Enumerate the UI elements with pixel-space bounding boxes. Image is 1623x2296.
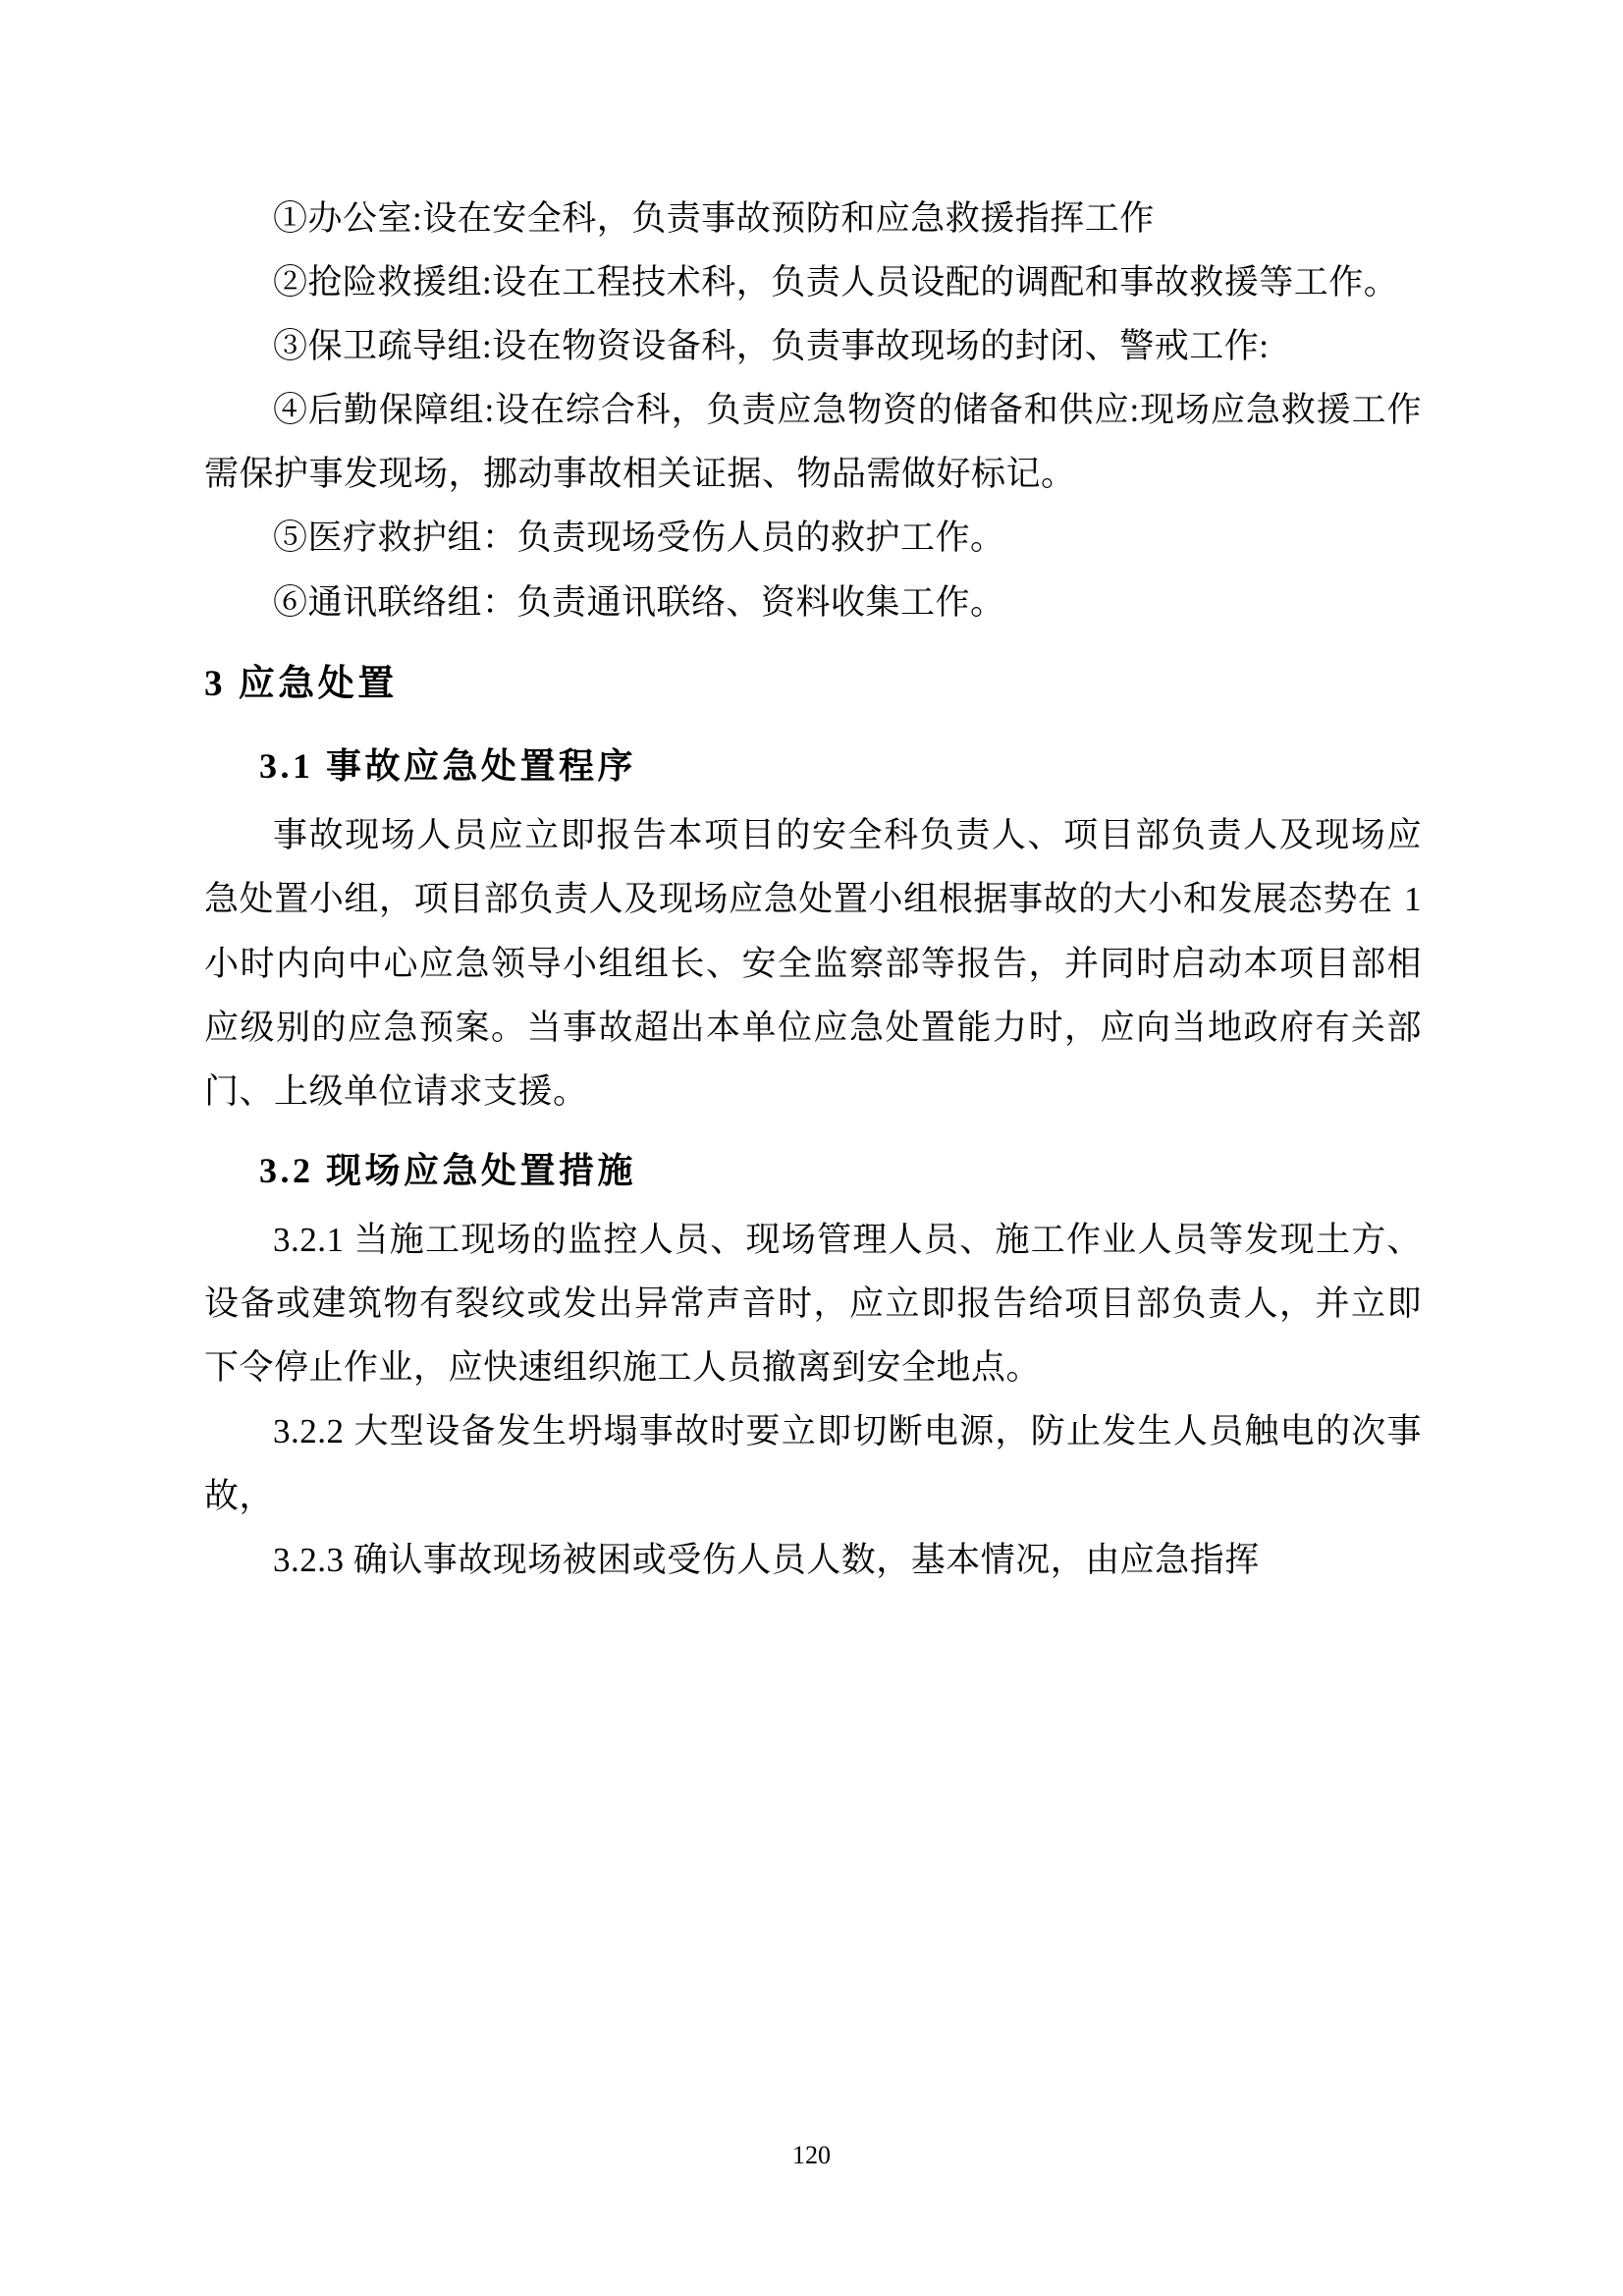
paragraph-medical-group: ⑤医疗救护组：负责现场受伤人员的救护工作。 <box>273 519 1005 558</box>
paragraph-office-role: ①办公室:设在安全科，负责事故预防和应急救援指挥工作 <box>273 199 1155 238</box>
section-heading-3-1: 3.1 事故应急处置程序 <box>259 745 637 786</box>
paragraph-3-2-2: 3.2.2 大型设备发生坍塌事故时要立即切断电源，防止发生人员触电的次事故， <box>204 1412 1422 1515</box>
paragraph-logistics-group: ④后勤保障组:设在综合科，负责应急物资的储备和供应:现场应急救援工作需保护事发现场，挪动事故相关证据、物品需做好标记。 <box>204 391 1422 494</box>
paragraph-emergency-procedure: 事故现场人员应立即报告本项目的安全科负责人、项目部负责人及现场应急处置小组，项目部负责人及现场应急处置小组根据事故的大小和发展态势在 1 小时内向中心应急领导小组组长、安全监察部等报告，并同时启动本项目部相应级别的应急预案。当事故超出本单位应急处置能力时，应向当地政府有关部门、上级单位请求支援。 <box>204 816 1422 1111</box>
paragraph-3-2-3: 3.2.3 确认事故现场被困或受伤人员人数，基本情况，由应急指挥 <box>273 1540 1260 1579</box>
section-heading-3: 3 应急处置 <box>204 663 398 704</box>
paragraph-communication-group: ⑥通讯联络组：负责通讯联络、资料收集工作。 <box>273 582 1005 622</box>
section-heading-3-2: 3.2 现场应急处置措施 <box>259 1150 637 1190</box>
paragraph-3-2-1: 3.2.1 当施工现场的监控人员、现场管理人员、施工作业人员等发现土方、设备或建筑物有裂纹或发出异常声音时，应立即报告给项目部负责人，并立即下令停止作业，应快速组织施工人员撤离到安全地点。 <box>204 1221 1422 1388</box>
paragraph-rescue-group: ②抢险救援组:设在工程技术科，负责人员设配的调配和事故救援等工作。 <box>273 263 1399 302</box>
page-content <box>204 187 1422 1592</box>
paragraph-guard-group: ③保卫疏导组:设在物资设备科，负责事故现场的封闭、警戒工作: <box>273 327 1270 366</box>
page-number: 120 <box>792 2141 831 2169</box>
